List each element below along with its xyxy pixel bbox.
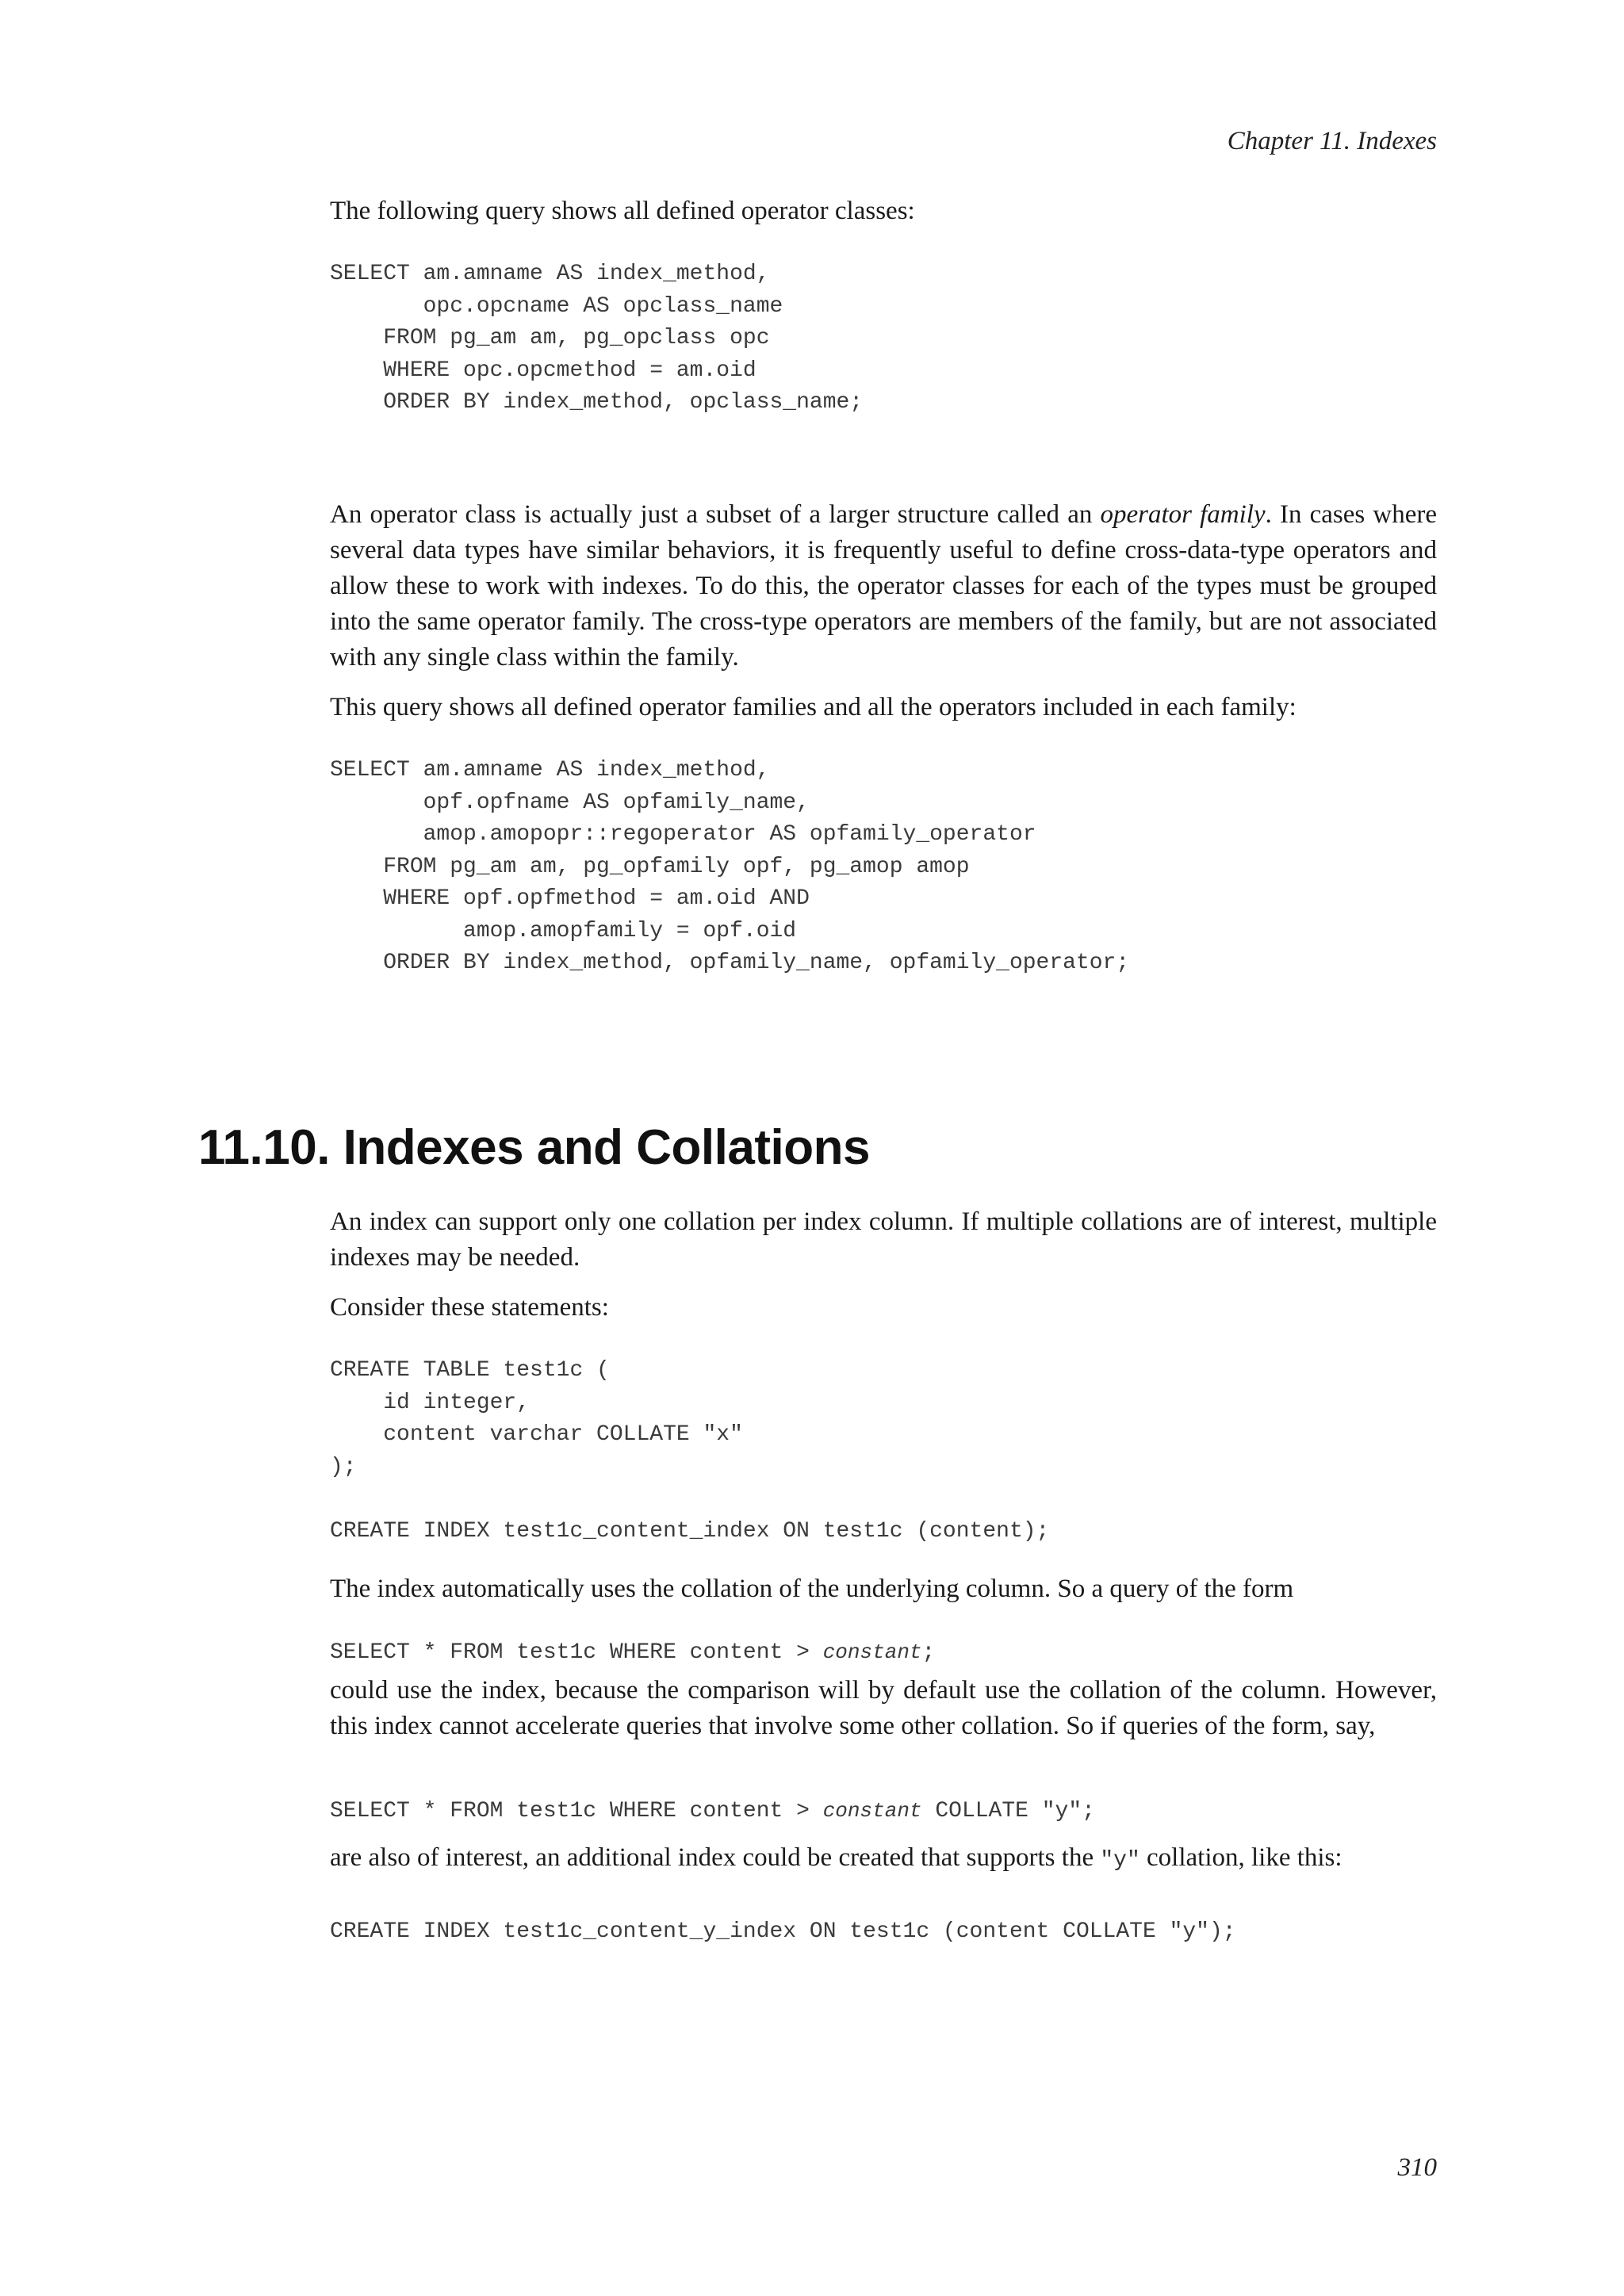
additional-index-paragraph — [330, 1840, 1437, 1878]
opclass-query-code: SELECT am.amname AS index_method, opc.opcname AS opclass_name FROM pg_am am, pg_opclass opc WHERE opc.opcmethod = am.oid ORDER BY index_method, opclass_name; — [330, 262, 864, 415]
section-heading: 11.10. Indexes and Collations — [198, 1120, 870, 1175]
select-collate-suffix: COLLATE "y"; — [921, 1799, 1095, 1823]
page-number: 310 — [1397, 2153, 1437, 2182]
operator-family-text-start: An operator class is actually just a subset of a larger structure called an — [330, 500, 1101, 529]
collation-y-literal: "y" — [1100, 1848, 1140, 1873]
constant-placeholder-2: constant — [822, 1799, 922, 1823]
create-y-index-code: CREATE INDEX test1c_content_y_index ON test1c (content COLLATE "y"); — [330, 1919, 1236, 1944]
additional-index-text-end: collation, like this: — [1139, 1843, 1342, 1872]
select-constant-prefix: SELECT * FROM test1c WHERE content > — [330, 1640, 823, 1665]
could-use-index-paragraph: could use the index, because the comparison will by default use the collation of the column. However, this index cannot accelerate queries that involve some other collation. So if queries of the form, say, — [330, 1676, 1437, 1740]
select-constant-suffix: ; — [921, 1640, 936, 1665]
running-header-chapter: Chapter 11. Indexes — [1227, 127, 1437, 155]
select-collate-code — [330, 1795, 1095, 1828]
create-table-index-code: CREATE TABLE test1c ( id integer, content varchar COLLATE "x" ); CREATE INDEX test1c_content_index ON test1c (content); — [330, 1358, 1050, 1544]
opfamily-query-code: SELECT am.amname AS index_method, opf.opfname AS opfamily_name, amop.amopopr::regoperator AS opfamily_operator FROM pg_am am, pg_opfamily opf, pg_amop amop WHERE opf.opfmethod = am.oid AND amop.amopfamily = opf.oid ORDER BY index_method, opfamily_name, opfamily_operator; — [330, 758, 1130, 975]
opclass-intro-paragraph: The following query shows all defined operator classes: — [330, 197, 915, 225]
collation-intro-paragraph: An index can support only one collation per index column. If multiple collations are of interest, multiple indexes may be needed. — [330, 1207, 1437, 1272]
operator-family-term: operator family — [1100, 500, 1266, 529]
select-constant-code — [330, 1636, 935, 1670]
opfamily-intro-paragraph: This query shows all defined operator families and all the operators included in each family: — [330, 693, 1297, 721]
operator-family-paragraph — [330, 497, 1437, 675]
constant-placeholder: constant — [822, 1640, 922, 1664]
select-collate-prefix: SELECT * FROM test1c WHERE content > — [330, 1799, 823, 1823]
automatic-collation-paragraph: The index automatically uses the collation of the underlying column. So a query of the form — [330, 1575, 1294, 1603]
operator-family-text-end: . In cases where several data types have similar behaviors, it is frequently useful to define cross-data-type operators and allow these to work with indexes. To do this, the operator classes for each of the types must be grouped into the same operator family. The cross-type operators are members of the family, but are not associated with any single class within the family. — [330, 500, 1438, 672]
additional-index-text-start: are also of interest, an additional index could be created that supports the — [330, 1843, 1101, 1872]
consider-statements-paragraph: Consider these statements: — [330, 1293, 609, 1322]
